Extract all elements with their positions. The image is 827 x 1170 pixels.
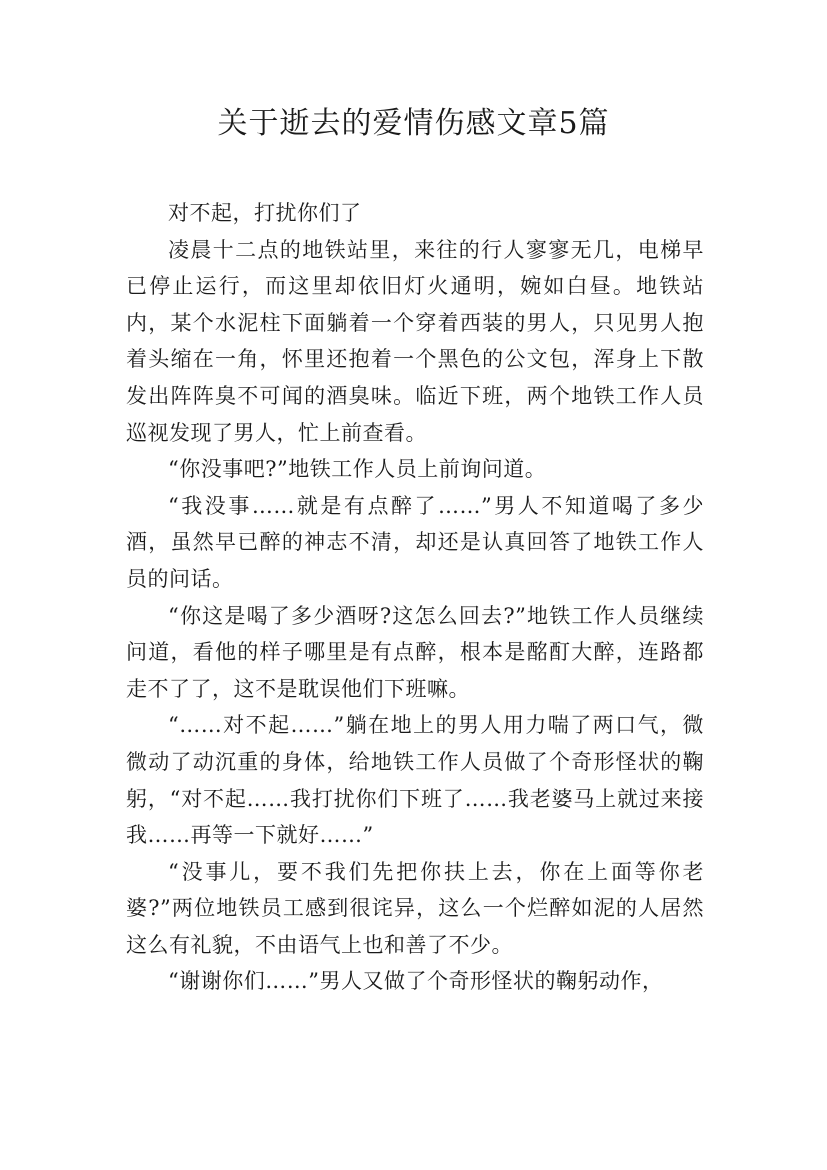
paragraph: “我没事……就是有点醉了……”男人不知道喝了多少酒，虽然早已醉的神志不清，却还是认真回答了地铁工作人员的问话。 — [126, 493, 704, 591]
paragraph: “……对不起……”躺在地上的男人用力喘了两口气，微微动了动沉重的身体，给地铁工作人员做了个奇形怪状的鞠躬，“对不起……我打扰你们下班了……我老婆马上就过来接我……再等一下就好……” — [126, 713, 704, 848]
document-title: 关于逝去的爱情伤感文章5篇 — [217, 106, 610, 141]
paragraph: 对不起，打扰你们了 — [168, 201, 362, 225]
paragraph: “你没事吧?”地铁工作人员上前询问道。 — [168, 457, 547, 482]
paragraph: “你这是喝了多少酒呀?这怎么回去?”地铁工作人员继续问道，看他的样子哪里是有点醉，根本是酩酊大醉，连路都走不了了，这不是耽误他们下班嘛。 — [126, 603, 704, 701]
paragraph: “谢谢你们……”男人又做了个奇形怪状的鞠躬动作， — [168, 969, 664, 994]
paragraph: 凌晨十二点的地铁站里，来往的行人寥寥无几，电梯早已停止运行，而这里却依旧灯火通明，婉如白昼。地铁站内，某个水泥柱下面躺着一个穿着西装的男人，只见男人抱着头缩在一角，怀里还抱着一个黑色的公文包，浑身上下散发出阵阵臭不可闻的酒臭味。临近下班，两个地铁工作人员巡视发现了男人，忙上前查看。 — [126, 237, 704, 445]
document-body — [126, 195, 704, 1000]
paragraph: “没事儿，要不我们先把你扶上去，你在上面等你老婆?”两位地铁员工感到很诧异，这么一个烂醉如泥的人居然这么有礼貌，不由语气上也和善了不少。 — [126, 859, 704, 957]
